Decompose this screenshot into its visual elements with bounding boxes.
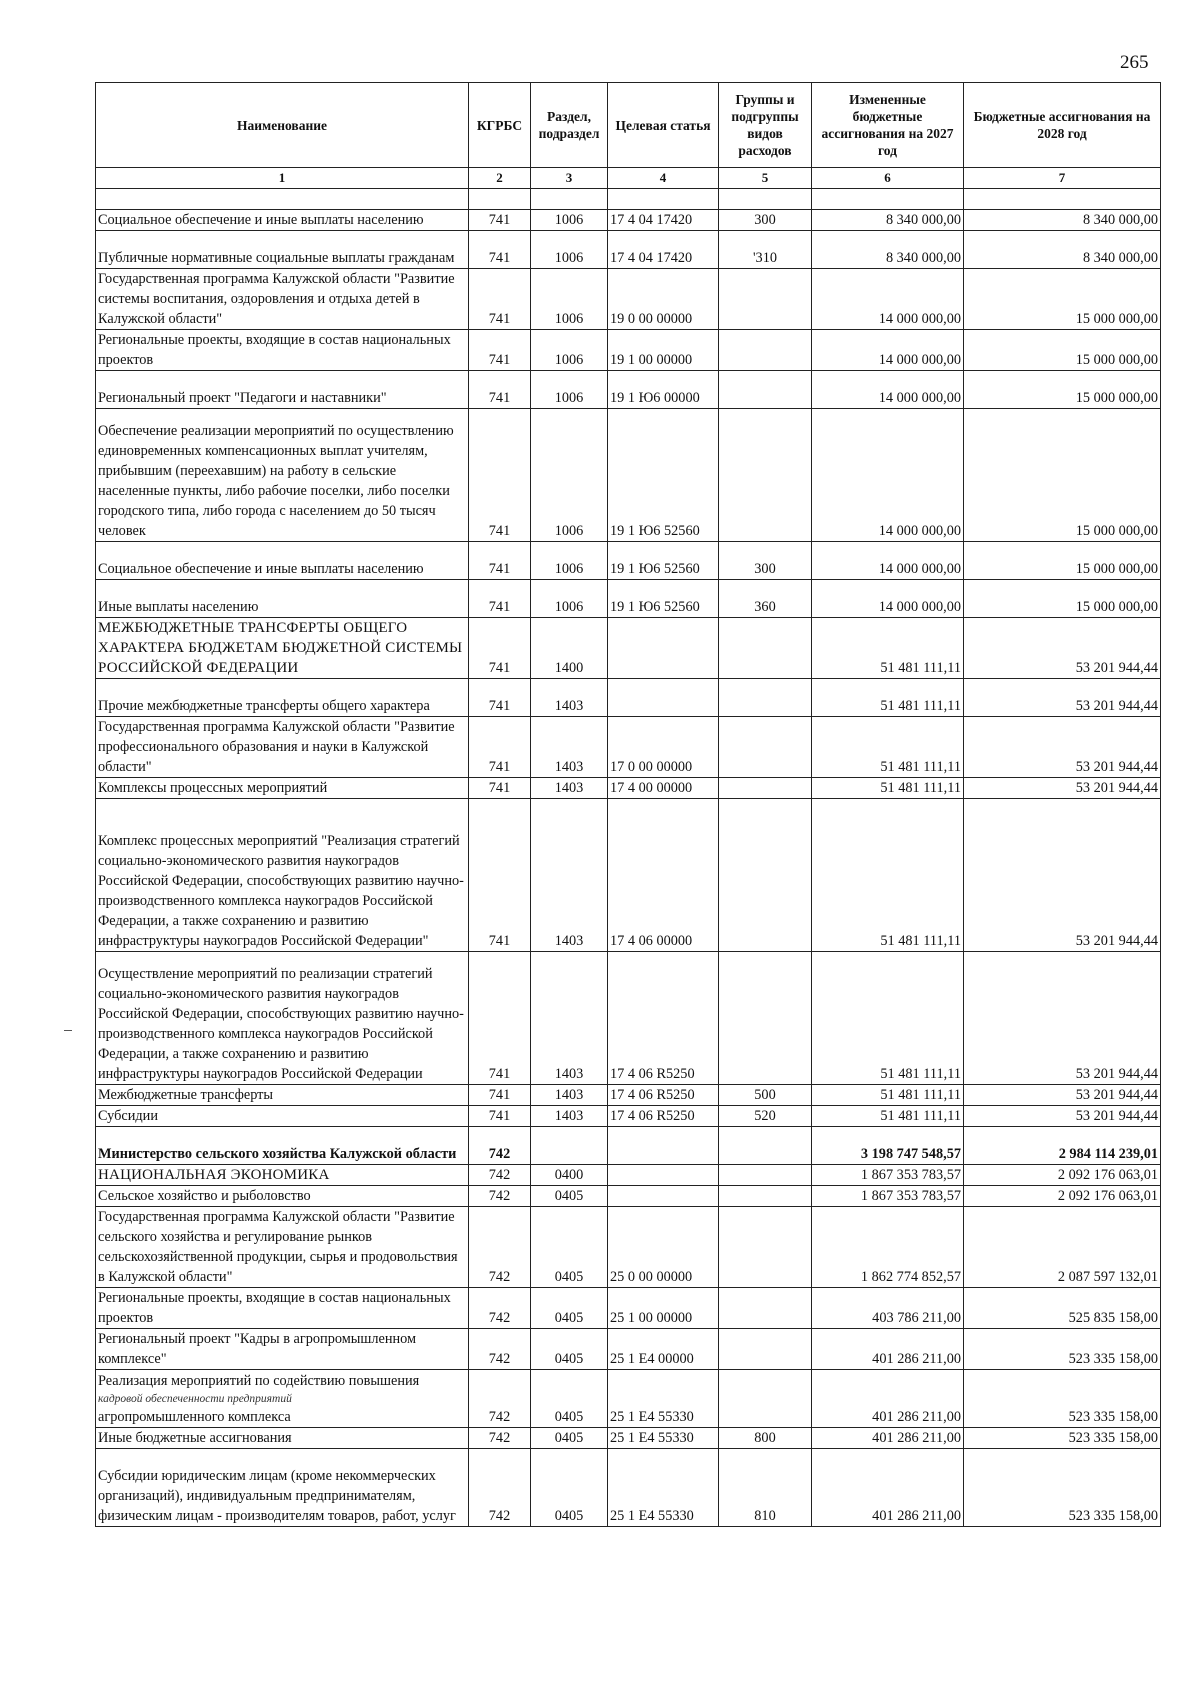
row-name: Комплекс процессных мероприятий "Реализация стратегий социально-экономического развития наукоградов Российской Федерации, способствующих развитию научно-производственного комплекса наукоградов Российской Федерации, а также сохранению и развитию инфраструктуры наукоградов Российской Федерации" [96,799,469,952]
row-target [608,618,719,679]
row-kgrbs: 742 [469,1288,531,1329]
row-kgrbs: 741 [469,1085,531,1106]
row-section: 1006 [531,269,608,330]
row-kgrbs: 741 [469,799,531,952]
row-amount-2028: 523 335 158,00 [964,1329,1161,1370]
row-section: 1006 [531,542,608,580]
row-name-faint-line: кадровой обеспеченности предприятий [98,1393,292,1405]
row-group [719,409,812,542]
row-amount-2027: 401 286 211,00 [812,1428,964,1449]
table-row [96,371,1161,409]
row-amount-2028: 15 000 000,00 [964,269,1161,330]
table-body [96,210,1161,1527]
row-group: 800 [719,1428,812,1449]
row-section: 1403 [531,1085,608,1106]
row-target: 25 0 00 00000 [608,1207,719,1288]
row-target: 19 1 Ю6 00000 [608,371,719,409]
table-row [96,542,1161,580]
row-section: 1006 [531,231,608,269]
row-amount-2027: 51 481 111,11 [812,799,964,952]
row-amount-2027: 1 867 353 783,57 [812,1186,964,1207]
row-name [96,1370,469,1428]
col-number: 6 [812,168,964,189]
table-row [96,1085,1161,1106]
table-row [96,409,1161,542]
header-name: Наименование [96,83,469,168]
row-section: 1400 [531,618,608,679]
table-row [96,1165,1161,1186]
row-kgrbs: 741 [469,371,531,409]
row-group: 360 [719,580,812,618]
row-section: 0405 [531,1288,608,1329]
row-name: МЕЖБЮДЖЕТНЫЕ ТРАНСФЕРТЫ ОБЩЕГО ХАРАКТЕРА БЮДЖЕТАМ БЮДЖЕТНОЙ СИСТЕМЫ РОССИЙСКОЙ ФЕДЕРАЦИИ [96,618,469,679]
row-group [719,269,812,330]
table-row [96,1186,1161,1207]
row-target: 17 0 00 00000 [608,717,719,778]
col-number: 7 [964,168,1161,189]
row-section: 1403 [531,799,608,952]
table-row [96,1370,1161,1428]
row-amount-2028: 15 000 000,00 [964,409,1161,542]
row-section: 0405 [531,1186,608,1207]
row-group [719,1329,812,1370]
row-amount-2027: 14 000 000,00 [812,371,964,409]
row-group [719,1288,812,1329]
row-amount-2027: 403 786 211,00 [812,1288,964,1329]
row-name: Социальное обеспечение и иные выплаты населению [96,542,469,580]
row-target: 25 1 E4 55330 [608,1370,719,1428]
row-name: Государственная программа Калужской области "Развитие сельского хозяйства и регулирование рынков сельскохозяйственной продукции, сырья и продовольствия в Калужской области" [96,1207,469,1288]
row-amount-2028: 53 201 944,44 [964,778,1161,799]
row-section: 0405 [531,1449,608,1527]
row-amount-2027: 51 481 111,11 [812,679,964,717]
row-amount-2027: 51 481 111,11 [812,717,964,778]
row-group [719,330,812,371]
row-amount-2027: 401 286 211,00 [812,1449,964,1527]
table-row [96,1127,1161,1165]
table-row [96,1207,1161,1288]
row-amount-2027: 51 481 111,11 [812,778,964,799]
row-group [719,1186,812,1207]
row-amount-2028: 53 201 944,44 [964,1106,1161,1127]
header-2027: Измененные бюджетные ассигнования на 2027 год [812,83,964,168]
row-section: 0400 [531,1165,608,1186]
table-row [96,269,1161,330]
header-groups: Группы и подгруппы видов расходов [719,83,812,168]
row-kgrbs: 741 [469,717,531,778]
budget-table [95,82,1161,1527]
table-header-row [96,83,1161,168]
row-section: 0405 [531,1428,608,1449]
row-group [719,371,812,409]
table-row [96,618,1161,679]
row-kgrbs: 741 [469,210,531,231]
row-name: Обеспечение реализации мероприятий по осуществлению единовременных компенсационных выплат учителям, прибывшим (переехавшим) на работу в сельские населенные пункты, либо рабочие поселки, либо поселки городского типа, либо города с населением до 50 тысяч человек [96,409,469,542]
row-group: 300 [719,542,812,580]
row-group: 300 [719,210,812,231]
row-name: Региональный проект "Кадры в агропромышленном комплексе" [96,1329,469,1370]
row-kgrbs: 741 [469,231,531,269]
table-row [96,330,1161,371]
page-number: 265 [1120,52,1149,73]
row-kgrbs: 741 [469,1106,531,1127]
row-group: 520 [719,1106,812,1127]
row-target: 17 4 04 17420 [608,210,719,231]
row-name-part: Реализация мероприятий по содействию повышения [98,1373,420,1389]
row-amount-2027: 14 000 000,00 [812,580,964,618]
col-number: 4 [608,168,719,189]
row-amount-2028: 53 201 944,44 [964,1085,1161,1106]
row-group [719,778,812,799]
row-target: 25 1 E4 00000 [608,1329,719,1370]
row-amount-2028: 15 000 000,00 [964,371,1161,409]
row-kgrbs: 742 [469,1370,531,1428]
row-kgrbs: 741 [469,269,531,330]
row-section: 1006 [531,330,608,371]
row-group [719,1127,812,1165]
col-number: 1 [96,168,469,189]
row-section: 1006 [531,580,608,618]
row-kgrbs: 742 [469,1186,531,1207]
row-target: 19 1 Ю6 52560 [608,580,719,618]
row-amount-2028: 525 835 158,00 [964,1288,1161,1329]
row-amount-2028: 2 092 176 063,01 [964,1165,1161,1186]
row-amount-2027: 14 000 000,00 [812,330,964,371]
row-kgrbs: 742 [469,1428,531,1449]
row-amount-2028: 523 335 158,00 [964,1449,1161,1527]
row-group [719,799,812,952]
table-row [96,799,1161,952]
row-group: 810 [719,1449,812,1527]
row-name: Публичные нормативные социальные выплаты гражданам [96,231,469,269]
row-target [608,1186,719,1207]
row-amount-2028: 53 201 944,44 [964,799,1161,952]
header-section: Раздел, подраздел [531,83,608,168]
row-amount-2028: 523 335 158,00 [964,1370,1161,1428]
scan-mark [64,1030,72,1031]
row-name: Комплексы процессных мероприятий [96,778,469,799]
row-name: Государственная программа Калужской области "Развитие системы воспитания, оздоровления и отдыха детей в Калужской области" [96,269,469,330]
row-amount-2028: 15 000 000,00 [964,580,1161,618]
col-number: 5 [719,168,812,189]
row-amount-2028: 2 984 114 239,01 [964,1127,1161,1165]
row-name: Иные бюджетные ассигнования [96,1428,469,1449]
row-section: 0405 [531,1207,608,1288]
row-name: Министерство сельского хозяйства Калужской области [96,1127,469,1165]
column-numbers-row [96,168,1161,189]
row-section [531,1127,608,1165]
header-2028: Бюджетные ассигнования на 2028 год [964,83,1161,168]
row-name: Социальное обеспечение и иные выплаты населению [96,210,469,231]
row-amount-2027: 8 340 000,00 [812,210,964,231]
row-group [719,1165,812,1186]
row-amount-2027: 14 000 000,00 [812,409,964,542]
row-group [719,618,812,679]
header-target: Целевая статья [608,83,719,168]
row-name: Сельское хозяйство и рыболовство [96,1186,469,1207]
table-row [96,1106,1161,1127]
row-amount-2027: 401 286 211,00 [812,1370,964,1428]
table-row [96,952,1161,1085]
row-amount-2028: 8 340 000,00 [964,231,1161,269]
row-kgrbs: 742 [469,1127,531,1165]
row-target: 17 4 06 R5250 [608,1085,719,1106]
row-section: 1006 [531,371,608,409]
row-kgrbs: 741 [469,952,531,1085]
table-row [96,210,1161,231]
row-amount-2027: 14 000 000,00 [812,269,964,330]
row-amount-2027: 14 000 000,00 [812,542,964,580]
row-target: 19 0 00 00000 [608,269,719,330]
row-name: Субсидии [96,1106,469,1127]
table-row [96,1288,1161,1329]
row-amount-2027: 1 862 774 852,57 [812,1207,964,1288]
row-target [608,679,719,717]
row-name: НАЦИОНАЛЬНАЯ ЭКОНОМИКА [96,1165,469,1186]
row-name: Региональный проект "Педагоги и наставники" [96,371,469,409]
row-section: 1403 [531,679,608,717]
row-amount-2027: 51 481 111,11 [812,1106,964,1127]
row-amount-2028: 53 201 944,44 [964,952,1161,1085]
row-target: 25 1 00 00000 [608,1288,719,1329]
row-section: 1006 [531,210,608,231]
row-kgrbs: 741 [469,618,531,679]
row-kgrbs: 742 [469,1165,531,1186]
table-row [96,1428,1161,1449]
row-kgrbs: 742 [469,1449,531,1527]
table-row [96,1449,1161,1527]
row-group: '310 [719,231,812,269]
row-target: 19 1 Ю6 52560 [608,409,719,542]
table-row [96,679,1161,717]
row-group [719,717,812,778]
row-kgrbs: 741 [469,580,531,618]
row-kgrbs: 741 [469,679,531,717]
row-amount-2027: 51 481 111,11 [812,618,964,679]
row-target: 17 4 04 17420 [608,231,719,269]
row-group [719,679,812,717]
row-amount-2027: 51 481 111,11 [812,1085,964,1106]
row-target [608,1165,719,1186]
row-amount-2028: 53 201 944,44 [964,679,1161,717]
row-amount-2028: 53 201 944,44 [964,717,1161,778]
row-group [719,1207,812,1288]
row-amount-2027: 401 286 211,00 [812,1329,964,1370]
row-amount-2028: 15 000 000,00 [964,542,1161,580]
row-amount-2027: 3 198 747 548,57 [812,1127,964,1165]
row-amount-2028: 2 092 176 063,01 [964,1186,1161,1207]
row-group [719,1370,812,1428]
table-row [96,717,1161,778]
row-target: 17 4 00 00000 [608,778,719,799]
row-amount-2028: 523 335 158,00 [964,1428,1161,1449]
row-amount-2028: 53 201 944,44 [964,618,1161,679]
row-name: Региональные проекты, входящие в состав национальных проектов [96,330,469,371]
table-row [96,580,1161,618]
row-section: 0405 [531,1329,608,1370]
row-name: Иные выплаты населению [96,580,469,618]
row-amount-2028: 15 000 000,00 [964,330,1161,371]
row-target: 17 4 06 R5250 [608,1106,719,1127]
row-target: 19 1 Ю6 52560 [608,542,719,580]
row-name-part: агропромышленного комплекса [98,1409,291,1425]
row-amount-2027: 51 481 111,11 [812,952,964,1085]
row-section: 1403 [531,778,608,799]
row-name: Осуществление мероприятий по реализации стратегий социально-экономического развития наукоградов Российской Федерации, способствующих развитию научно-производственного комплекса наукоградов Российской Федерации, а также сохранению и развитию инфраструктуры наукоградов Российской Федерации [96,952,469,1085]
row-target [608,1127,719,1165]
row-group [719,952,812,1085]
row-section: 1403 [531,952,608,1085]
row-amount-2028: 2 087 597 132,01 [964,1207,1161,1288]
row-target: 25 1 E4 55330 [608,1428,719,1449]
spacer-row [96,189,1161,210]
row-section: 1403 [531,717,608,778]
table-row [96,778,1161,799]
row-amount-2027: 1 867 353 783,57 [812,1165,964,1186]
row-target: 17 4 06 R5250 [608,952,719,1085]
row-section: 0405 [531,1370,608,1428]
row-name: Субсидии юридическим лицам (кроме некоммерческих организаций), индивидуальным предпринимателям, физическим лицам - производителям товаров, работ, услуг [96,1449,469,1527]
header-kgrbs: КГРБС [469,83,531,168]
row-kgrbs: 741 [469,542,531,580]
table-row [96,231,1161,269]
row-group: 500 [719,1085,812,1106]
row-name: Региональные проекты, входящие в состав национальных проектов [96,1288,469,1329]
row-name: Государственная программа Калужской области "Развитие профессионального образования и науки в Калужской области" [96,717,469,778]
row-name: Межбюджетные трансферты [96,1085,469,1106]
row-kgrbs: 742 [469,1207,531,1288]
row-kgrbs: 741 [469,330,531,371]
row-section: 1403 [531,1106,608,1127]
col-number: 3 [531,168,608,189]
table-row [96,1329,1161,1370]
row-kgrbs: 741 [469,409,531,542]
row-section: 1006 [531,409,608,542]
row-amount-2027: 8 340 000,00 [812,231,964,269]
row-name: Прочие межбюджетные трансферты общего характера [96,679,469,717]
col-number: 2 [469,168,531,189]
row-kgrbs: 741 [469,778,531,799]
row-amount-2028: 8 340 000,00 [964,210,1161,231]
row-kgrbs: 742 [469,1329,531,1370]
row-target: 25 1 E4 55330 [608,1449,719,1527]
row-target: 19 1 00 00000 [608,330,719,371]
row-target: 17 4 06 00000 [608,799,719,952]
